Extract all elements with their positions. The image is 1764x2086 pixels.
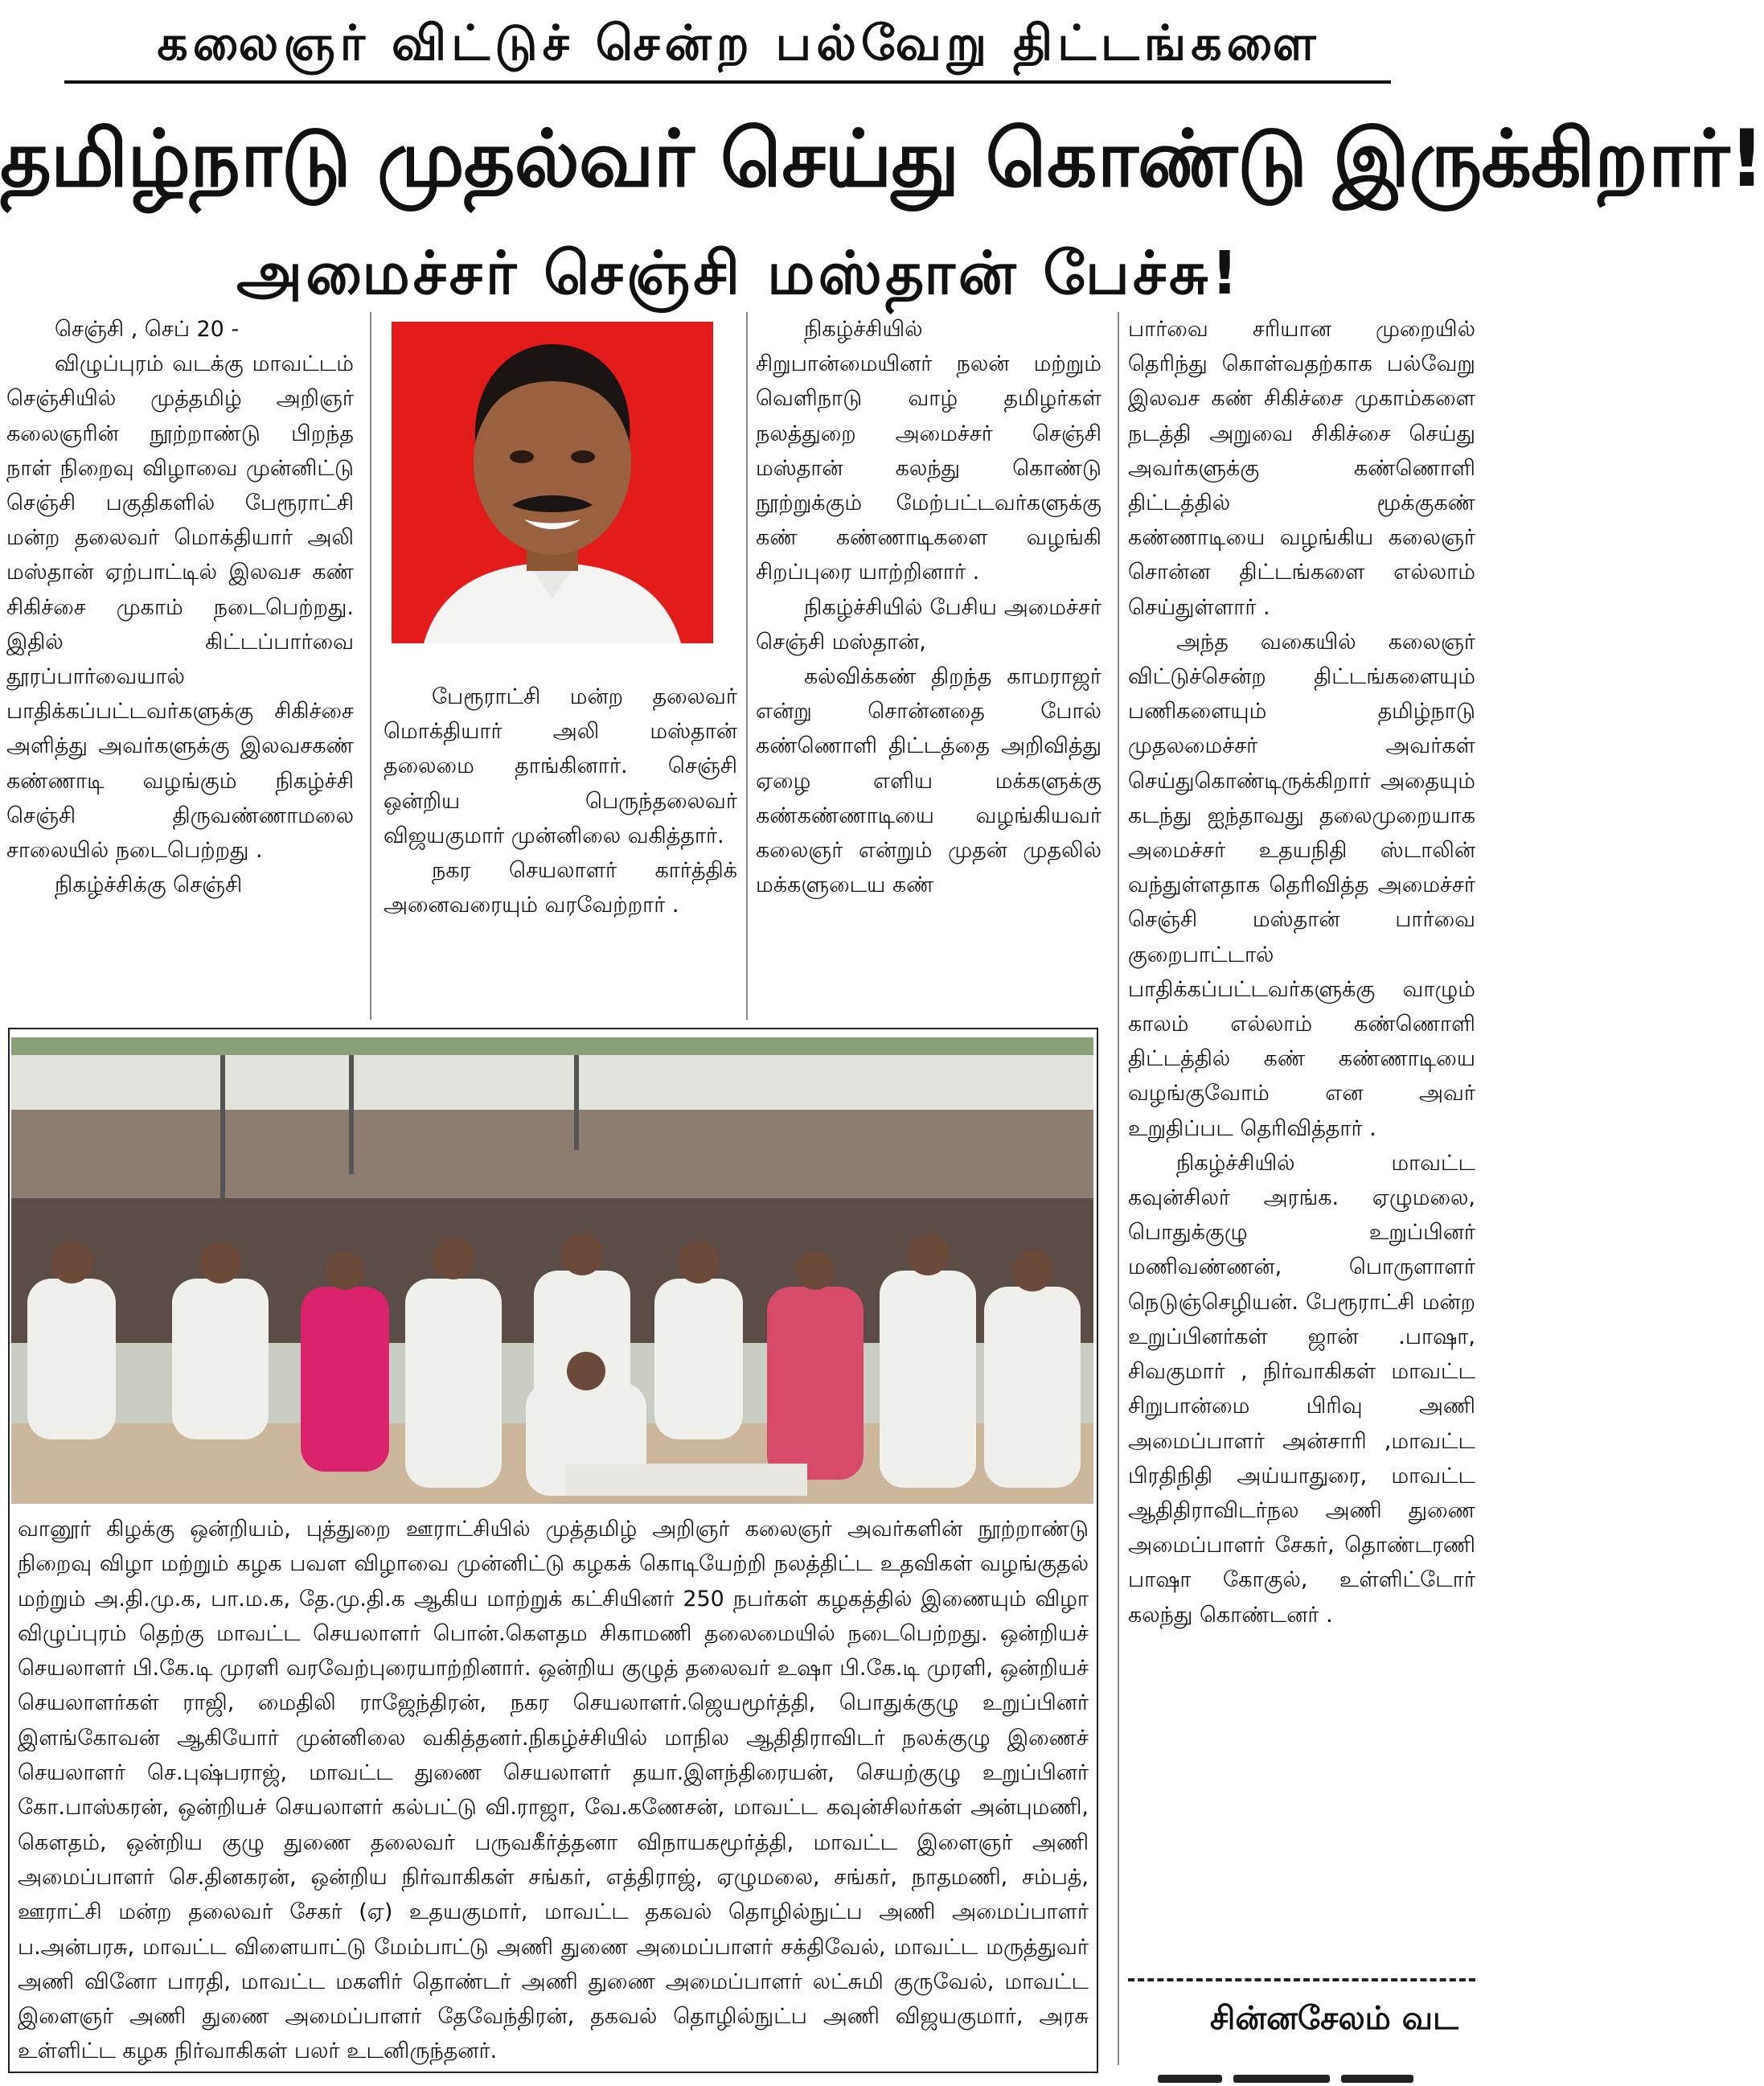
paragraph: பேரூராட்சி மன்ற தலைவர் மொக்தியார் அலி மஸ்தான் தலைமை தாங்கினார். செஞ்சி ஒன்றிய பெருந்தலைவர் விஜயகுமார் முன்னிலை வகித்தார். — [384, 684, 737, 848]
next-story-cutoff-text — [1158, 2068, 1478, 2086]
headline-main: தமிழ்நாடு முதல்வர் செய்து கொண்டு இருக்கிறார்! — [0, 113, 1764, 205]
headline-underline — [64, 80, 1391, 84]
paragraph: அந்த வகையில் கலைஞர் விட்டுச்சென்ற திட்டங்களையும் பணிகளையும் தமிழ்நாடு முதலமைச்சர் அவர்கள் செய்துகொண்டிருக்கிறார் அதையும் கடந்து ஐந்தாவது தலைமுறையாக அமைச்சர் உதயநிதி ஸ்டாலின் வந்துள்ளதாக தெரிவித்த அமைச்சர் செஞ்சி மஸ்தான் பார்வை குறைபாட்டால் பாதிக்கப்பட்டவர்களுக்கு வாழும் காலம் எல்லாம் கண்ணொளி திட்டத்தில் கண் கண்ணாடியை வழங்குவோம் என அவர் உறுதிப்பட தெரிவித்தார் . — [1128, 629, 1475, 1141]
paragraph: விழுப்புரம் வடக்கு மாவட்டம் செஞ்சியில் முத்தமிழ் அறிஞர் கலைஞரின் நூற்றாண்டு பிறந்த நாள் நிறைவு விழாவை முன்னிட்டு செஞ்சி பகுதிகளில் பேரூராட்சி மன்ற தலைவர் மொக்தியார் அலி மஸ்தான் ஏற்பாட்டில் இலவச கண் சிகிச்சை முகாம் நடைபெற்றது. இதில் கிட்டப்பார்வை தூரப்பார்வையால் பாதிக்கப்பட்டவர்களுக்கு சிகிச்சை அளித்து அவர்களுக்கு இலவசகண் கண்ணாடி வழங்கும் நிகழ்ச்சி செஞ்சி திருவண்ணாமலை சாலையில் நடைபெற்றது . — [6, 351, 354, 864]
paragraph: நகர செயலாளர் கார்த்திக் அனைவரையும் வரவேற்றார் . — [384, 858, 737, 918]
article-column-4 — [1128, 312, 1475, 1953]
headline-subtitle: அமைச்சர் செஞ்சி மஸ்தான் பேச்சு! — [236, 239, 1241, 308]
photo-caption: வானூர் கிழக்கு ஒன்றியம், புத்துறை ஊராட்சியில் முத்தமிழ் அறிஞர் கலைஞர் அவர்களின் நூற்றாண்டு நிறைவு விழா மற்றும் கழக பவள விழாவை முன்னிட்டு கழகக் கொடியேற்றி நலத்திட்ட உதவிகள் வழங்குதல் மற்றும் அ.தி.மு.க, பா.ம.க, தே.மு.தி.க ஆகிய மாற்றுக் கட்சியினர் 250 நபர்கள் கழகத்தில் இணையும் விழா விழுப்புரம் தெற்கு மாவட்ட செயலாளர் பொன்.கௌதம சிகாமணி தலைமையில் நடைபெற்றது. ஒன்றியச் செயலாளர் பி.கே.டி முரளி வரவேற்புரையாற்றினார். ஒன்றிய குழுத் தலைவர் உஷா பி.கே.டி முரளி, ஒன்றியச் செயலாளர்கள் ராஜி, மைதிலி ராஜேந்திரன், நகர செயலாளர்.ஜெயமூர்த்தி, பொதுக்குழு உறுப்பினர் இளங்கோவன் ஆகியோர் முன்னிலை வகித்தனர்.நிகழ்ச்சியில் மாநில ஆதிதிராவிடர் நலக்குழு இணைச் செயலாளர் செ.புஷ்பராஜ், மாவட்ட துணை செயலாளர் தயா.இளந்திரையன், செயற்குழு உறுப்பினர் கோ.பாஸ்கரன், ஒன்றியச் செயலாளர் கல்பட்டு வி.ராஜா, வே.கணேசன், மாவட்ட கவுன்சிலர்கள் அன்புமணி, கௌதம், ஒன்றிய குழு துணை தலைவர் பருவகீர்த்தனா விநாயகமூர்த்தி, மாவட்ட இளைஞர் அணி அமைப்பாளர் செ.தினகரன், ஒன்றிய நிர்வாகிகள் சங்கர், எத்திராஜ், ஏழுமலை, சங்கர், நாதமணி, சம்பத், ஊராட்சி மன்ற தலைவர் சேகர் (ஏ) உதயகுமார், மாவட்ட தகவல் தொழில்நுட்ப அணி அமைப்பாளர் ப.அன்பரசு, மாவட்ட விளையாட்டு மேம்பாட்டு அணி துணை அமைப்பாளர் சக்திவேல், மாவட்ட மருத்துவர் அணி வினோ பாரதி, மாவட்ட மகளிர் தொண்டர் அணி துணை அமைப்பாளர் லட்சுமி குருவேல், மாவட்ட இளைஞர் அணி துணை அமைப்பாளர் தேவேந்திரன், தகவல் தொழில்நுட்ப அணி விஜயகுமார், அரசு உள்ளிட்ட கழக நிர்வாகிகள் பலர் உடனிருந்தனர். — [18, 1517, 1089, 2064]
dateline: செஞ்சி , செப் 20 - — [55, 317, 240, 342]
event-group-photo — [11, 1037, 1093, 1504]
column-divider — [370, 312, 371, 1020]
dashed-divider — [1128, 1978, 1475, 1981]
paragraph: நிகழ்ச்சியில் மாவட்ட கவுன்சிலர் அரங்க. ஏழுமலை, பொதுக்குழு உறுப்பினர் மணிவண்ணன், பொருளாளர் நெடுஞ்செழியன். பேரூராட்சி மன்ற உறுப்பினர்கள் ஜான் .பாஷா, சிவகுமார் , நிர்வாகிகள் மாவட்ட சிறுபான்மை பிரிவு அணி அமைப்பாளர் அன்சாரி ,மாவட்ட பிரதிநிதி அய்யாதுரை, மாவட்ட ஆதிதிராவிடர்நல அணி துணை அமைப்பாளர் சேகர், தொண்டரணி பாஷா கோகுல், உள்ளிட்டோர் கலந்து கொண்டனர் . — [1128, 1150, 1475, 1628]
column-divider — [1118, 312, 1119, 2065]
paragraph: நிகழ்ச்சியில் பேசிய அமைச்சர் செஞ்சி மஸ்தான், — [756, 594, 1101, 655]
article-column-2 — [384, 680, 737, 1021]
article-column-1 — [6, 312, 354, 1020]
article-column-3 — [756, 312, 1101, 1020]
paragraph: கல்விக்கண் திறந்த காமராஜர் என்று சொன்னதை போல் கண்ணொளி திட்டத்தை அறிவித்து ஏழை எளிய மக்களுக்கு கண்கண்ணாடியை வழங்கியவர் கலைஞர் என்றும் முதன் முதலில் மக்களுடைய கண் — [756, 664, 1101, 898]
next-story-headline: சின்னசேலம் வட — [1210, 2000, 1458, 2037]
paragraph: பார்வை சரியான முறையில் தெரிந்து கொள்வதற்காக பல்வேறு இலவச கண் சிகிச்சை முகாம்களை நடத்தி அறுவை சிகிச்சை செய்து அவர்களுக்கு கண்ணொளி திட்டத்தில் மூக்குகண் கண்ணாடியை வழங்கிய கலைஞர் சொன்ன திட்டங்களை எல்லாம் செய்துள்ளார் . — [1128, 317, 1475, 620]
minister-portrait-photo — [392, 322, 713, 643]
column-divider — [746, 312, 748, 1020]
paragraph: நிகழ்ச்சியில் சிறுபான்மையினர் நலன் மற்றும் வெளிநாடு வாழ் தமிழர்கள் நலத்துறை அமைச்சர் செஞ்சி மஸ்தான் கலந்து கொண்டு நூற்றுக்கும் மேற்பட்டவர்களுக்கு கண் கண்ணாடிகளை வழங்கி சிறப்புரை யாற்றினார் . — [756, 317, 1101, 585]
portrait-illustration — [392, 322, 713, 643]
headline-line-1: கலைஞர் விட்டுச் சென்ற பல்வேறு திட்டங்களை — [157, 15, 1321, 72]
crowd-illustration — [11, 1037, 1093, 1504]
paragraph: நிகழ்ச்சிக்கு செஞ்சி — [55, 873, 243, 898]
